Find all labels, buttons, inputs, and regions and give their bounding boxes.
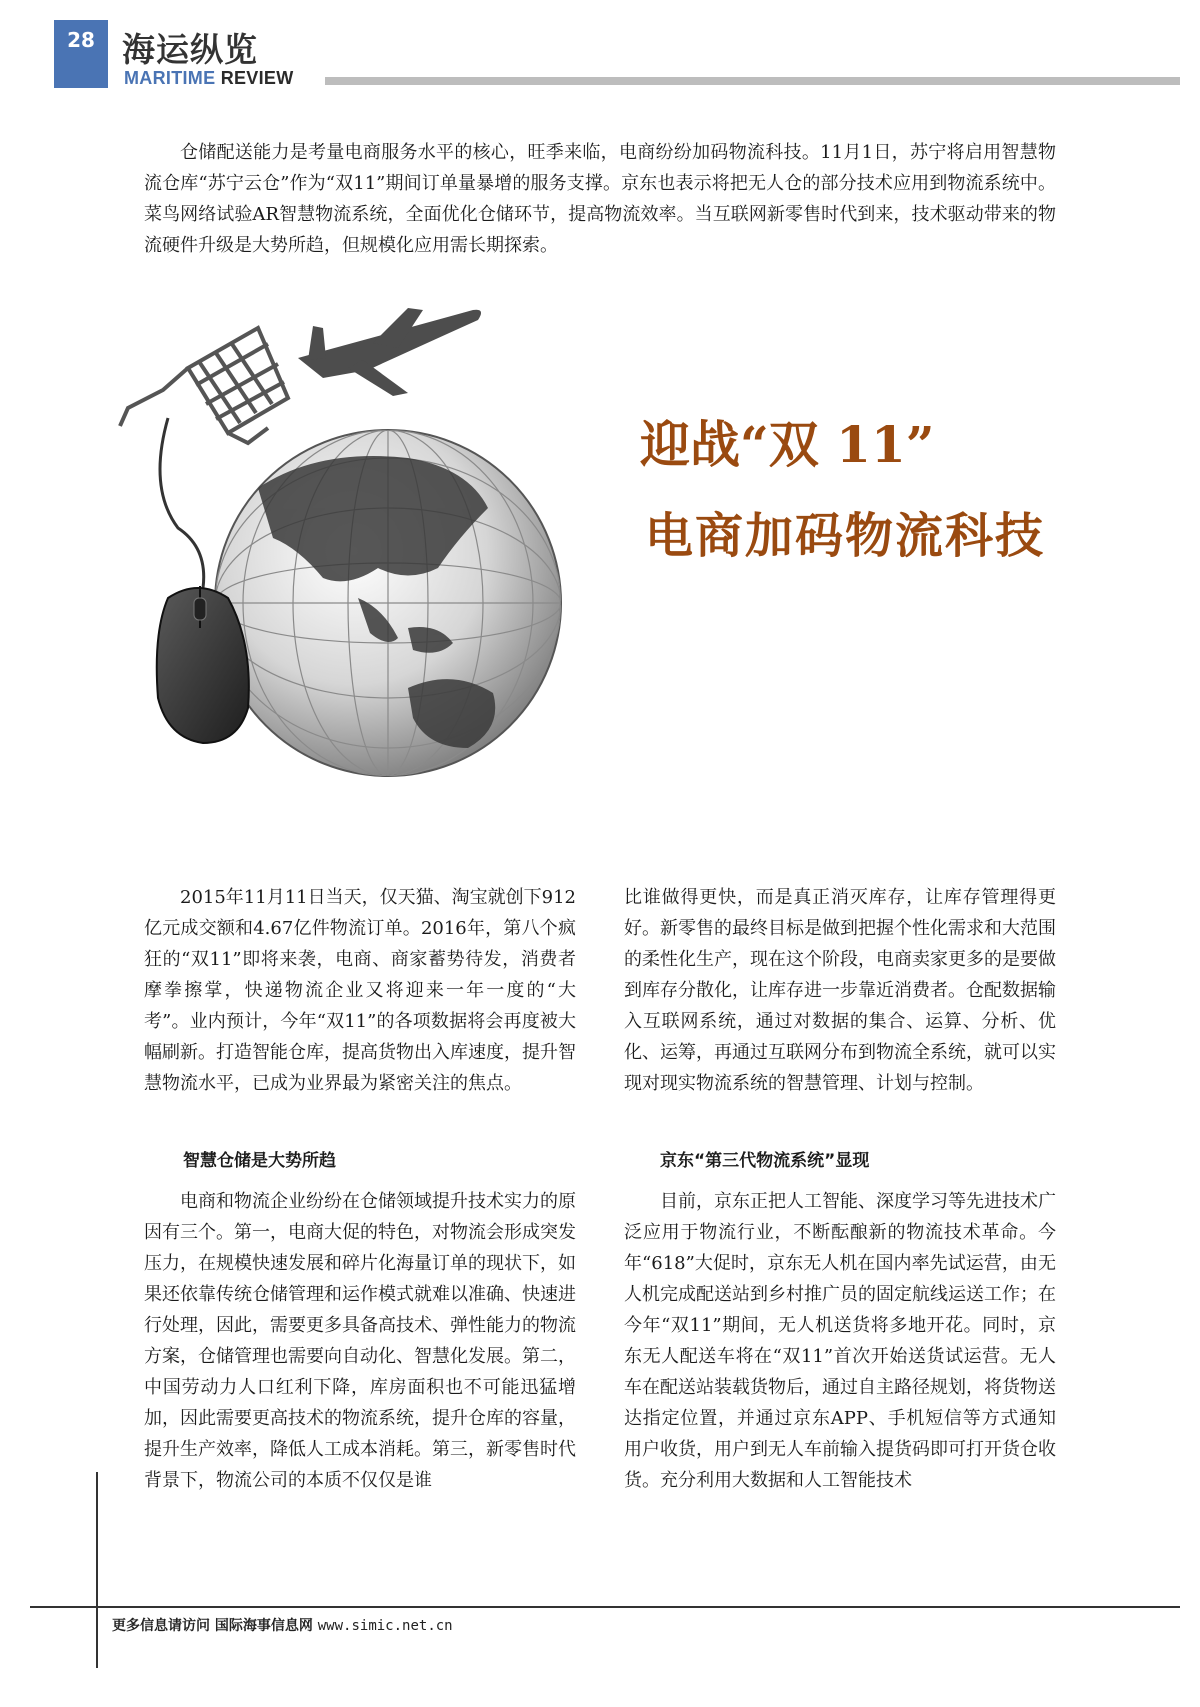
intro-paragraph: 仓储配送能力是考量电商服务水平的核心，旺季来临，电商纷纷加码物流科技。11月1日，苏宁将启用智慧物流仓库“苏宁云仓”作为“双11”期间订单量暴增的服务支撑。京东也表示将把无人仓的部分技术应用到物流系统中。菜鸟网络试验AR智慧物流系统，全面优化仓储环节，提高物流效率。当互联网新零售时代到来，技术驱动带来的物流硬件升级是大势所趋，但规模化应用需长期探索。 [144, 142, 1056, 256]
page-number: 28 [54, 20, 108, 88]
magazine-title-en-part1: MARITIME [124, 68, 216, 88]
right-paragraph-1: 比谁做得更快，而是真正消灭库存，让库存管理得更好。新零售的最终目标是做到把握个性化需求和大范围的柔性化生产，现在这个阶段，电商卖家更多的是要做到库存分散化，让库存进一步靠近消费者。仓配数据输入互联网系统，通过对数据的集合、运算、分析、优化、运筹，再通过互联网分布到物流全系统，就可以实现对现实物流系统的智慧管理、计划与控制。 [624, 887, 1056, 1094]
right-section-heading: 京东“第三代物流系统”显现 [660, 1151, 870, 1171]
footer-url[interactable]: www.simic.net.cn [317, 1618, 453, 1634]
magazine-title-en [124, 68, 294, 89]
header-rule [325, 77, 1180, 85]
shopping-cart-icon [120, 328, 288, 443]
article-title-line2: 电商加码物流科技 [645, 508, 1046, 564]
mouse-cable [160, 418, 204, 588]
left-paragraph-2: 电商和物流企业纷纷在仓储领域提升技术实力的原因有三个。第一，电商大促的特色，对物流会形成突发压力，在规模快速发展和碎片化海量订单的现状下，如果还依靠传统仓储管理和运作模式就难以准确、快速进行处理，因此，需要更多具备高技术、弹性能力的物流方案，仓储管理也需要向自动化、智慧化发展。第二，中国劳动力人口红利下降，库房面积也不可能迅猛增加，因此需要更高技术的物流系统，提升仓库的容量，提升生产效率，降低人工成本消耗。第三，新零售时代背景下，物流公司的本质不仅仅是谁 [144, 1191, 576, 1491]
right-paragraph-2: 目前，京东正把人工智能、深度学习等先进技术广泛应用于物流行业，不断酝酿新的物流技术革命。今年“618”大促时，京东无人机在国内率先试运营，由无人机完成配送站到乡村推广员的固定航线运送工作；在今年“双11”期间，无人机送货将多地开花。同时，京东无人配送车将在“双11”首次开始送货试运营。无人车在配送站装载货物后，通过自主路径规划，将货物送达指定位置，并通过京东APP、手机短信等方式通知用户收货，用户到无人车前输入提货码即可打开货仓收货。充分利用大数据和人工智能技术 [624, 1191, 1056, 1491]
globe-icon [215, 430, 561, 776]
article-title-line1: 迎战“双 11” [640, 415, 935, 474]
magazine-title-en-part2: REVIEW [220, 68, 294, 88]
magazine-title-cn: 海运纵览 [122, 30, 258, 69]
footer-rule [30, 1606, 1180, 1608]
illustration [108, 298, 638, 838]
left-paragraph-1: 2015年11月11日当天，仅天猫、淘宝就创下912亿元成交额和4.67亿件物流订单。2016年，第八个疯狂的“双11”即将来袭，电商、商家蓄势待发，消费者摩拳擦掌，快递物流企业又将迎来一年一度的“大考”。业内预计，今年“双11”的各项数据将会再度被大幅刷新。打造智能仓库，提高货物出入库速度，提升智慧物流水平，已成为业界最为紧密关注的焦点。 [144, 887, 576, 1094]
airplane-icon [298, 308, 481, 396]
footer-text: 更多信息请访问 国际海事信息网 [112, 1618, 313, 1634]
left-section-heading: 智慧仓储是大势所趋 [183, 1151, 336, 1171]
footer [112, 1615, 453, 1635]
left-margin-rule [96, 1472, 98, 1668]
